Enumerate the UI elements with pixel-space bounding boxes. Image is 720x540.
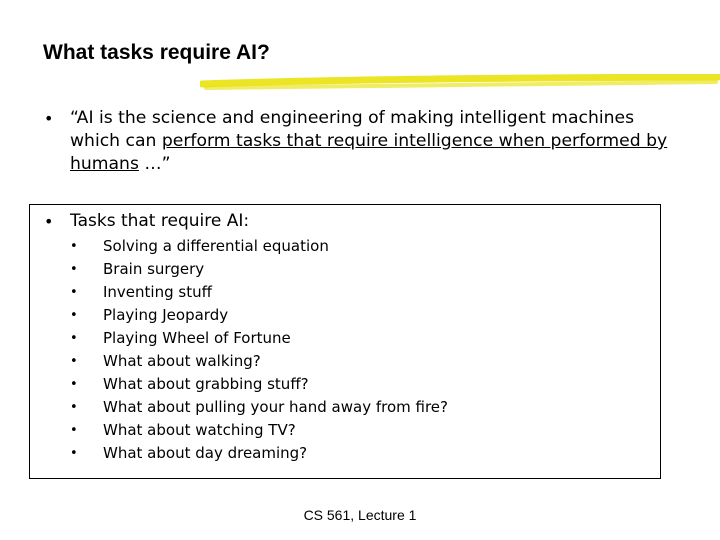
sub-bullet-marker: •	[70, 446, 78, 461]
sub-bullet-marker: •	[70, 423, 78, 438]
list-item-text: Playing Wheel of Fortune	[103, 329, 291, 347]
tasks-heading: Tasks that require AI:	[70, 211, 250, 231]
ai-definition-quote	[70, 107, 670, 176]
slide-title: What tasks require AI?	[43, 41, 270, 64]
sub-bullet-marker: •	[70, 354, 78, 369]
list-item-text: Playing Jeopardy	[103, 306, 229, 324]
quote-bullet-marker: •	[44, 109, 54, 128]
footer-text: CS 561, Lecture 1	[303, 507, 417, 523]
list-item-text: Brain surgery	[103, 260, 205, 278]
list-item-text: What about walking?	[103, 352, 261, 370]
list-item-text: What about grabbing stuff?	[103, 375, 309, 393]
quote-text-start: “AI is the science and engineering of making intelligent machines which can	[70, 108, 635, 151]
list-item-text: Inventing stuff	[103, 283, 212, 301]
sub-bullet-marker: •	[70, 377, 78, 392]
sub-bullet-marker: •	[70, 262, 78, 277]
list-item-text: Solving a differential equation	[103, 237, 329, 255]
title-highlighter-stroke	[200, 74, 720, 96]
list-item-text: What about pulling your hand away from fire?	[103, 398, 448, 416]
quote-underlined-text: perform tasks that require intelligence when performed by humans	[70, 131, 668, 174]
quote-text-end: …”	[138, 154, 171, 174]
sub-bullet-marker: •	[70, 400, 78, 415]
list-item-text: What about watching TV?	[103, 421, 296, 439]
list-item-text: What about day dreaming?	[103, 444, 308, 462]
slide-footer	[0, 507, 720, 523]
sub-bullet-marker: •	[70, 331, 78, 346]
tasks-bullet-marker: •	[44, 212, 54, 231]
sub-bullet-marker: •	[70, 308, 78, 323]
sub-bullet-marker: •	[70, 285, 78, 300]
sub-bullet-marker: •	[70, 239, 78, 254]
